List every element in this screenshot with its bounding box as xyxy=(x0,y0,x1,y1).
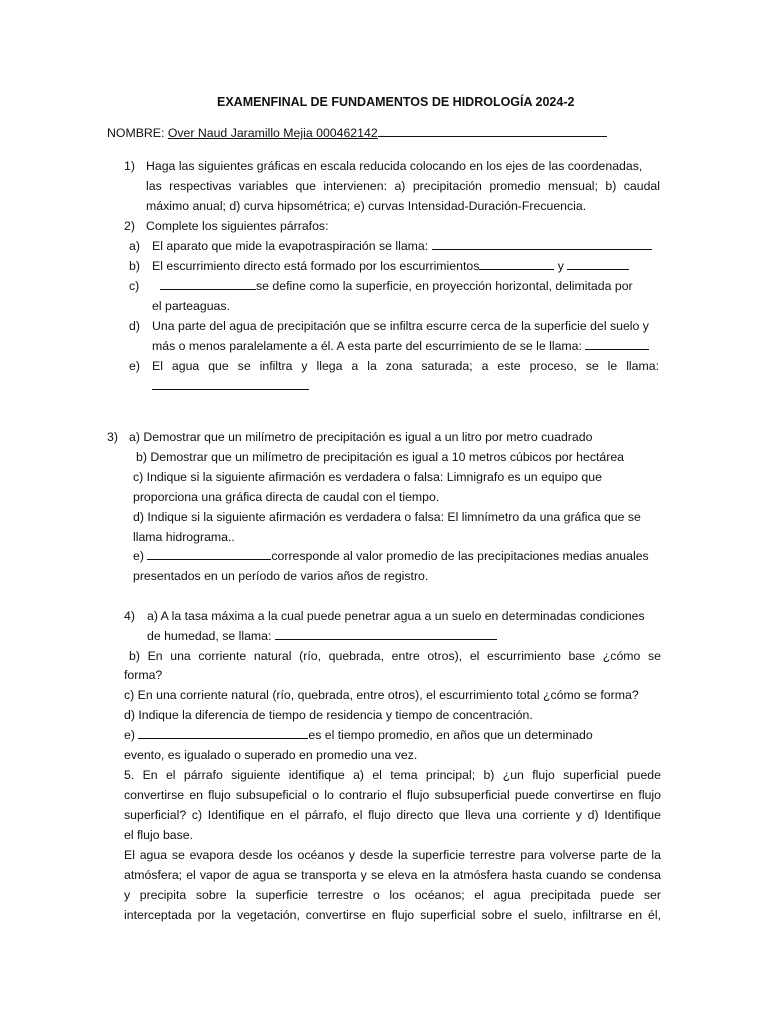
q2a-text: El aparato que mide la evapotraspiración se llama: xyxy=(152,239,429,253)
q2-intro: Complete los siguientes párrafos: xyxy=(146,219,329,233)
q2d-line-2 xyxy=(152,338,649,354)
q5-line-4: el flujo base. xyxy=(124,828,194,842)
q3b-line: b) Demostrar que un milímetro de precipitación es igual a 10 metros cúbicos por hectárea xyxy=(136,450,625,464)
q2c-text: se define como la superficie, en proyección horizontal, delimitada por xyxy=(256,279,633,293)
q3e-label: e) xyxy=(133,549,144,563)
q2b-label: b) xyxy=(129,259,140,273)
q3c-line-2: proporciona una gráfica directa de caudal con el tiempo. xyxy=(133,490,440,504)
q2a-label: a) xyxy=(129,239,140,253)
q5-line-3: superficial? c) Identifique en el párrafo, el flujo directo que lleva una corriente y d) Identifique xyxy=(124,808,661,822)
q2b-y: y xyxy=(557,259,564,273)
name-blank xyxy=(378,125,607,137)
q1-line-2: las respectivas variables que intervienen: a) precipitación promedio mensual; b) caudal xyxy=(146,179,660,193)
q4e-blank xyxy=(138,727,308,739)
q2a-blank xyxy=(432,238,652,250)
q2b-line xyxy=(152,258,629,274)
q3e-line-2: presentados en un período de varios años de registro. xyxy=(133,569,429,583)
q2c-blank xyxy=(160,278,256,290)
q1-line-3: máximo anual; d) curva hipsométrica; e) curvas Intensidad-Duración-Frecuencia. xyxy=(146,199,587,213)
q2e-line-2 xyxy=(152,378,309,394)
q4e-line-1 xyxy=(124,727,593,743)
q2e-blank xyxy=(152,378,309,390)
q4b-line-2: forma? xyxy=(124,668,163,682)
q2b-text: El escurrimiento directo está formado por los escurrimientos xyxy=(152,259,480,273)
name-line xyxy=(107,125,607,141)
name-label: NOMBRE: xyxy=(107,126,165,140)
q2e-line-1: El agua que se infiltra y llega a la zona saturada; a este proceso, se le llama: xyxy=(152,359,659,373)
q5-line-1: 5. En el párrafo siguiente identifique a) el tema principal; b) ¿un flujo superficial puede xyxy=(124,768,661,782)
q3-number: 3) xyxy=(107,430,118,444)
q2d-label: d) xyxy=(129,319,140,333)
q4a-line-1: a) A la tasa máxima a la cual puede penetrar agua a un suelo en determinadas condiciones xyxy=(147,609,645,623)
q2c-line-2: el parteaguas. xyxy=(152,299,230,313)
q4c-line: c) En una corriente natural (río, quebrada, entre otros), el escurrimiento total ¿cómo se forma? xyxy=(124,688,639,702)
q3a-line: a) Demostrar que un milímetro de precipitación es igual a un litro por metro cuadrado xyxy=(129,430,593,444)
q2c-label: c) xyxy=(129,279,140,293)
q1-number: 1) xyxy=(124,159,135,173)
q5-line-2: convertirse en flujo subsupeficial o lo contrario el flujo subsuperficial puede convertirse en flujo xyxy=(124,788,661,802)
q3e-blank xyxy=(147,548,271,560)
q4e-line-2: evento, es igualado o superado en promedio una vez. xyxy=(124,748,418,762)
q3c-line-1: c) Indique si la siguiente afirmación es verdadera o falsa: Limnigrafo es un equipo que xyxy=(133,470,602,484)
q4e-label: e) xyxy=(124,728,135,742)
q2c-line xyxy=(160,278,633,294)
q4a-text-2: de humedad, se llama: xyxy=(147,629,272,643)
name-value: Over Naud Jaramillo Mejia 000462142 xyxy=(167,126,378,140)
q4a-line-2 xyxy=(147,628,497,644)
q2a-line xyxy=(152,238,652,254)
q4e-text: es el tiempo promedio, en años que un determinado xyxy=(308,728,593,742)
q4a-blank xyxy=(275,628,497,640)
q5-paragraph-line-3: y precipita sobre la superficie terrestre o los océanos; el agua precipitada puede ser xyxy=(124,888,661,902)
q2d-text-2: más o menos paralelamente a él. A esta parte del escurrimiento de se le llama: xyxy=(152,339,582,353)
q5-paragraph-line-4: interceptada por la vegetación, convertirse en flujo superficial sobre el suelo, infiltrarse en él, xyxy=(124,908,661,922)
q4b-line-1: b) En una corriente natural (río, quebrada, entre otros), el escurrimiento base ¿cómo se xyxy=(129,649,661,663)
q2d-line-1: Una parte del agua de precipitación que se infiltra escurre cerca de la superficie del suelo y xyxy=(152,319,649,333)
q2e-label: e) xyxy=(129,359,140,373)
q2b-blank-2 xyxy=(567,258,629,270)
q1-line-1: Haga las siguientes gráficas en escala reducida colocando en los ejes de las coordenadas, xyxy=(146,159,643,173)
q3e-line-1 xyxy=(133,548,649,564)
q4-number: 4) xyxy=(124,609,135,623)
q5-paragraph-line-1: El agua se evapora desde los océanos y desde la superficie terrestre para volverse parte de la xyxy=(124,848,661,862)
q5-paragraph-line-2: atmósfera; el vapor de agua se transporta y se eleva en la atmósfera hasta cuando se condensa xyxy=(124,868,661,882)
q3e-text: corresponde al valor promedio de las precipitaciones medias anuales xyxy=(271,549,649,563)
exam-title: EXAMENFINAL DE FUNDAMENTOS DE HIDROLOGÍA 2024-2 xyxy=(217,95,575,109)
q2b-blank-1 xyxy=(479,258,554,270)
q2d-blank xyxy=(585,338,649,350)
q2-number: 2) xyxy=(124,219,135,233)
q3d-line-2: llama hidrograma.. xyxy=(133,530,235,544)
q4d-line: d) Indique la diferencia de tiempo de residencia y tiempo de concentración. xyxy=(124,708,533,722)
q3d-line-1: d) Indique si la siguiente afirmación es verdadera o falsa: El limnímetro da una gráfica que se xyxy=(133,510,641,524)
